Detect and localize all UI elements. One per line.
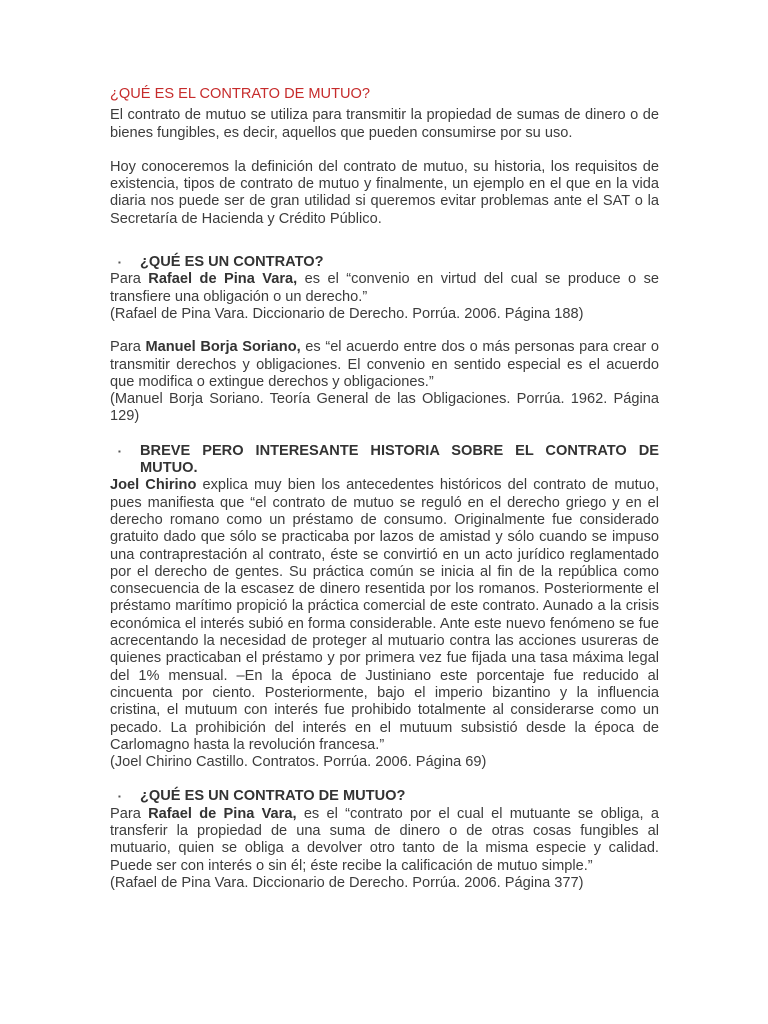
citation: (Rafael de Pina Vara. Diccionario de Derecho. Porrúa. 2006. Página 377) — [110, 874, 584, 891]
section-heading — [110, 443, 659, 478]
author-name: Joel Chirino — [110, 477, 197, 494]
author-name: Manuel Borja Soriano, — [145, 339, 301, 356]
section-heading-text: ¿QUÉ ES UN CONTRATO? — [140, 254, 324, 271]
section-heading — [110, 254, 659, 271]
definition-text: es el “contrato por el cual el mutuante se obliga, a transferir la propiedad de una suma de dinero o de otras cosas fungibles al mutuario, quien se obliga a devolver otro tanto de la misma especie y calidad. Puede ser con interés o sin él; éste recibe la calificación de mutuo simple.” — [110, 805, 659, 874]
definition-text: es el “convenio en virtud del cual se produce o se transfiere una obligación o un derecho.” — [110, 271, 659, 305]
section-heading-text: BREVE PERO INTERESANTE HISTORIA SOBRE EL CONTRATO DE MUTUO. — [140, 442, 659, 477]
intro-paragraph-1: El contrato de mutuo se utiliza para transmitir la propiedad de sumas de dinero o de bienes fungibles, es decir, aquellos que pueden consumirse por su uso. — [110, 107, 659, 141]
section-heading — [110, 788, 659, 805]
citation: (Rafael de Pina Vara. Diccionario de Derecho. Porrúa. 2006. Página 188) — [110, 305, 584, 322]
paragraph-prefix: Para — [110, 805, 149, 822]
section-que-es-un-contrato — [110, 254, 659, 426]
intro-paragraph-2: Hoy conoceremos la definición del contrato de mutuo, su historia, los requisitos de existencia, tipos de contrato de mutuo y finalmente, un ejemplo en el que en la vida diaria nos puede ser de gran utilidad si queremos evitar problemas ante el SAT o la Secretaría de Hacienda y Crédito Público. — [110, 158, 659, 227]
definition-paragraph — [110, 339, 659, 391]
history-block — [110, 477, 659, 771]
citation: (Joel Chirino Castillo. Contratos. Porrúa. 2006. Página 69) — [110, 754, 487, 771]
history-paragraph — [110, 477, 659, 754]
bullet-icon: ▪ — [118, 258, 121, 268]
definition-paragraph — [110, 271, 659, 306]
section-que-es-un-contrato-de-mutuo — [110, 788, 659, 892]
paragraph-prefix: Para — [110, 271, 149, 288]
author-name: Rafael de Pina Vara, — [148, 271, 298, 288]
definition-paragraph — [110, 806, 659, 875]
section-historia — [110, 443, 659, 772]
citation: (Manuel Borja Soriano. Teoría General de las Obligaciones. Porrúa. 1962. Página 129) — [110, 391, 659, 425]
bullet-icon: ▪ — [118, 792, 121, 802]
paragraph-prefix: Para — [110, 339, 146, 356]
section-heading-text: ¿QUÉ ES UN CONTRATO DE MUTUO? — [140, 788, 406, 805]
bullet-icon: ▪ — [118, 446, 121, 456]
history-text: explica muy bien los antecedentes históricos del contrato de mutuo, pues manifiesta que “el contrato de mutuo se reguló en el derecho griego y en el derecho romano como un préstamo de consumo. Originalmente fue considerado gratuito dado que sólo se practicaba por lazos de amistad y sólo cuando se impuso una contraprestación al contrato, éste se convirtió en un acto jurídico reglamentado por el derecho de gentes. Su práctica común se inicia al fin de la república como consecuencia de la escasez de dinero resentida por los romanos. Posteriormente el préstamo marítimo propició la práctica comercial de este contrato. Aunado a la crisis económica el interés subió en forma considerable. Ante este nuevo fenómeno se fue acrecentando la necesidad de proteger al mutuario contra las acciones usureras de quienes practicaban el préstamo y por primera vez fue fijada una tasa máxima legal del 1% mensual. –En la época de Justiniano este porcentaje fue reducido al cincuenta por ciento. Posteriormente, bajo el imperio bizantino y la influencia cristina, el mutuum con interés fue prohibido totalmente al considerarse como un pecado. La prohibición del interés en el mutuum subsistió desde la época de Carlomagno hasta la revolución francesa.” — [110, 477, 660, 753]
definition-block — [110, 806, 659, 892]
author-name: Rafael de Pina Vara, — [148, 805, 297, 822]
definition-block — [110, 271, 659, 323]
document-page — [110, 86, 659, 909]
document-title: ¿QUÉ ES EL CONTRATO DE MUTUO? — [110, 86, 371, 102]
definition-block — [110, 339, 659, 425]
definition-text: es “el acuerdo entre dos o más personas para crear o transmitir derechos y obligaciones. El convenio en sentido especial es el acuerdo que modifica o extingue derechos y obligaciones.” — [110, 339, 659, 390]
